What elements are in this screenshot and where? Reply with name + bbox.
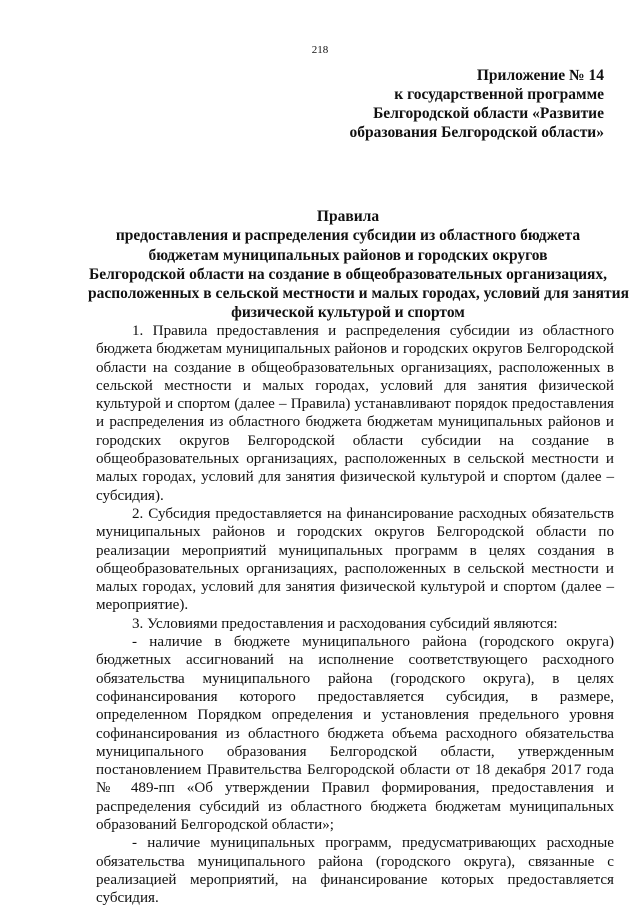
paragraph-2: 2. Субсидия предоставляется на финансирование расходных обязательств муниципальных районов и городских округов Белгородской области по реализации мероприятий муниципальных программ в целях создания в общеобразовательных организациях, расположенных в сельской местности и малых городах, условий для занятия физической культурой и спортом (далее – мероприятие). <box>96 505 614 614</box>
title-line: предоставления и распределения субсидии из областного бюджета <box>115 227 581 245</box>
appendix-line: Приложение № 14 <box>476 67 604 84</box>
appendix-line: к государственной программе <box>394 86 604 103</box>
document-body <box>96 322 614 908</box>
title-line: расположенных в сельской местности и малых городах, условий для занятия <box>88 285 629 303</box>
page-number: 218 <box>311 44 329 56</box>
title-line: физической культурой и спортом <box>231 304 465 322</box>
title-line: Белгородской области на создание в общеобразовательных организациях, <box>88 265 608 283</box>
title-line: Правила <box>316 208 380 225</box>
paragraph-1: 1. Правила предоставления и распределения субсидии из областного бюджета бюджетам муниципальных районов и городских округов Белгородской области на создание в общеобразовательных организациях, расположенных в сельской местности и малых городах, условий для занятия физической культурой и спортом (далее – Правила) устанавливают порядок предоставления и распределения из областного бюджета бюджетам муниципальных районов и городских округов Белгородской области субсидии на создание в общеобразовательных организациях, расположенных в сельской местности и малых городах, условий для занятия физической культурой и спортом (далее – субсидия). <box>96 323 614 504</box>
appendix-line: Белгородской области «Развитие <box>373 105 604 122</box>
appendix-header <box>334 66 604 142</box>
title-line: бюджетам муниципальных районов и городских округов <box>148 246 548 264</box>
appendix-line: образования Белгородской области» <box>349 124 604 141</box>
condition-item-1: - наличие в бюджете муниципального района (городского округа) бюджетных ассигнований на исполнение соответствующего расходного обязательства муниципального района (городского округа), в целях софинансирования которого предоставляется субсидия, в размере, определенном Порядком определения и установления предельного уровня софинансирования из областного бюджета объема расходного обязательства муниципального образования Белгородской области, утвержденным постановлением Правительства Белгородской области от 18 декабря 2017 года № 489-пп «Об утверждении Правил формирования, предоставления и распределения субсидий из областного бюджета бюджетам муниципальных образований Белгородской области»; <box>96 634 614 834</box>
condition-item-2: - наличие муниципальных программ, предусматривающих расходные обязательства муниципального района (городского округа), связанные с реализацией мероприятий, на финансирование которых предоставляется субсидия. <box>96 835 614 907</box>
document-title <box>88 207 629 323</box>
paragraph-3: 3. Условиями предоставления и расходования субсидий являются: <box>132 615 558 632</box>
